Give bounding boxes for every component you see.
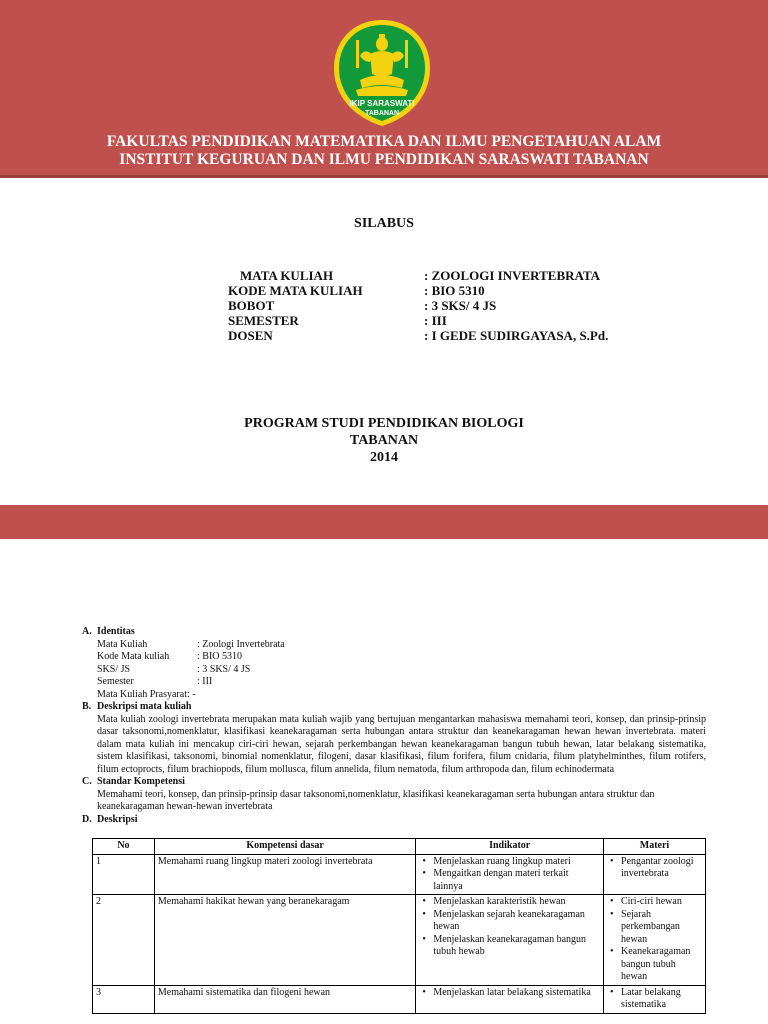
- section-heading-standar-kompetensi: [82, 776, 706, 789]
- cell-materi: [604, 854, 706, 895]
- meta-value: : 3 SKS/ 4 JS: [424, 298, 497, 313]
- institution-heading: [0, 133, 768, 169]
- indikator-item: • Menjelaskan latar belakang sistematika: [433, 987, 600, 1000]
- banner-edge: [0, 175, 768, 178]
- materi-item: • Pengantar zoologi invertebrata: [621, 856, 702, 881]
- meta-label: MATA KULIAH: [240, 268, 334, 283]
- cell-no: 3: [93, 985, 155, 1013]
- program-block: [0, 415, 768, 466]
- section-letter: C.: [82, 776, 92, 787]
- identitas-row: [82, 676, 706, 689]
- table-row: [93, 985, 706, 1013]
- meta-row: [228, 298, 608, 313]
- cell-kompetensi: Memahami ruang lingkup materi zoologi invertebrata: [154, 854, 415, 895]
- meta-row: [228, 268, 608, 283]
- identitas-label: Kode Mata kuliah: [97, 651, 170, 662]
- indikator-item: • Mengaitkan dengan materi terkait lainnya: [433, 868, 600, 893]
- section-title: Standar Kompetensi: [97, 776, 185, 787]
- section-heading-deskripsi-mata-kuliah: [82, 701, 706, 714]
- identitas-row: [82, 689, 706, 702]
- competency-table: [92, 838, 706, 1014]
- identitas-value: : 3 SKS/ 4 JS: [197, 663, 251, 675]
- meta-row: [228, 313, 608, 328]
- identitas-value: : III: [197, 676, 213, 687]
- table-header-row: [93, 839, 706, 855]
- meta-label: KODE MATA KULIAH: [228, 283, 363, 298]
- identitas-label: Semester: [97, 676, 134, 687]
- logo-text-line1: IKIP SARASWATI: [349, 99, 415, 108]
- cell-no: 1: [93, 854, 155, 895]
- standar-paragraph: Memahami teori, konsep, dan prinsip-prinsip dasar taksonomi,nomenklatur, klasifikasi keanekaragaman serta hubungan antara struktur dan keanekaragaman hewan-hewan invertebrata: [97, 788, 655, 812]
- footer-band: [0, 505, 768, 539]
- program-city: TABANAN: [349, 433, 419, 448]
- identitas-row: [82, 651, 706, 664]
- document-title: SILABUS: [354, 216, 414, 231]
- logo-text-line2: TABANAN: [364, 110, 400, 117]
- meta-value: : BIO 5310: [424, 283, 485, 298]
- table-row: [93, 895, 706, 986]
- materi-item: • Latar belakang sistematika: [621, 987, 702, 1012]
- cell-kompetensi: Memahami hakikat hewan yang beranekaragam: [154, 895, 415, 986]
- program-year: 2014: [370, 450, 398, 465]
- section-heading-identitas: [82, 626, 706, 639]
- column-header-materi: Materi: [604, 839, 706, 855]
- indikator-item: • Menjelaskan sejarah keanekaragaman hewan: [433, 909, 600, 934]
- identitas-value: : Zoologi Invertebrata: [197, 638, 285, 650]
- meta-label: SEMESTER: [228, 313, 299, 328]
- deskripsi-paragraph: Mata kuliah zoologi invertebrata merupakan mata kuliah wajib yang bertujuan mengantarkan mahasiswa memahami teori, konsep, dan prinsip-prinsip dasar taksonomi,nomenklatur, klasifikasi keanekaragaman serta hubungan antara struktur dan keanekaragaman hewan hewan invertebrata. materi dalam mata kuliah ini mencakup ciri-ciri hewan, sejarah perkembangan hewan keanekaragaman bangun tubuh hewan, latar belakang sistematika, sistem klasifikasi, taksonomi, binomial nomenklatur, filogeni, dasar klasifikasi, filum forifera, filum cnidaria, filum platyhelminthes, filum rotifers, filum ectoprocts, filum brachiopods, filum mollusca, filum annelida, filum nematoda, filum arthropoda dan, filum echinodermata: [97, 713, 706, 775]
- indikator-item: • Menjelaskan karakteristik hewan: [433, 896, 600, 909]
- meta-value: : III: [424, 313, 447, 328]
- identitas-label: SKS/ JS: [97, 663, 131, 675]
- indikator-item: • Menjelaskan keanekaragaman bangun tubuh hewab: [433, 934, 600, 959]
- column-header-kompetensi: Kompetensi dasar: [154, 839, 415, 855]
- institute-name: INSTITUT KEGURUAN DAN ILMU PENDIDIKAN SARASWATI TABANAN: [119, 151, 649, 168]
- meta-row: [228, 328, 608, 343]
- cell-indikator: [416, 854, 604, 895]
- identitas-row: [82, 664, 706, 677]
- section-title: Deskripsi: [97, 813, 138, 825]
- meta-label: DOSEN: [228, 328, 273, 343]
- table-row: [93, 854, 706, 895]
- identitas-row: [82, 639, 706, 652]
- identitas-label: Mata Kuliah Prasyarat: [97, 688, 187, 700]
- section-title: Deskripsi mata kuliah: [97, 701, 192, 712]
- materi-item: • Sejarah perkembangan hewan: [621, 909, 702, 947]
- cell-materi: [604, 985, 706, 1013]
- section-heading-deskripsi: [82, 814, 706, 827]
- meta-label: BOBOT: [228, 298, 275, 313]
- materi-item: • Keanekaragaman bangun tubuh hewan: [621, 946, 702, 984]
- column-header-indikator: Indikator: [416, 839, 604, 855]
- column-header-no: No: [93, 839, 155, 855]
- section-title: Identitas: [97, 626, 135, 637]
- ikip-saraswati-logo: [330, 18, 434, 128]
- meta-value: : ZOOLOGI INVERTEBRATA: [424, 268, 601, 283]
- indikator-item: • Menjelaskan ruang lingkup materi: [433, 856, 600, 869]
- cell-indikator: [416, 895, 604, 986]
- materi-item: • Ciri-ciri hewan: [621, 896, 702, 909]
- program-name: PROGRAM STUDI PENDIDIKAN BIOLOGI: [244, 416, 524, 431]
- section-letter: A.: [82, 626, 92, 637]
- course-meta: [228, 268, 608, 343]
- faculty-name: FAKULTAS PENDIDIKAN MATEMATIKA DAN ILMU PENGETAHUAN ALAM: [106, 133, 662, 150]
- cell-indikator: [416, 985, 604, 1013]
- syllabus-content: [82, 626, 706, 826]
- identitas-value: : -: [186, 688, 196, 700]
- meta-row: [228, 283, 608, 298]
- identitas-value: : BIO 5310: [197, 651, 242, 662]
- identitas-label: Mata Kuliah: [97, 638, 148, 650]
- section-letter: D.: [82, 813, 92, 825]
- cell-materi: [604, 895, 706, 986]
- cell-kompetensi: Memahami sistematika dan filogeni hewan: [154, 985, 415, 1013]
- cell-no: 2: [93, 895, 155, 986]
- section-letter: B.: [82, 701, 92, 712]
- meta-value: : I GEDE SUDIRGAYASA, S.Pd.: [424, 328, 609, 343]
